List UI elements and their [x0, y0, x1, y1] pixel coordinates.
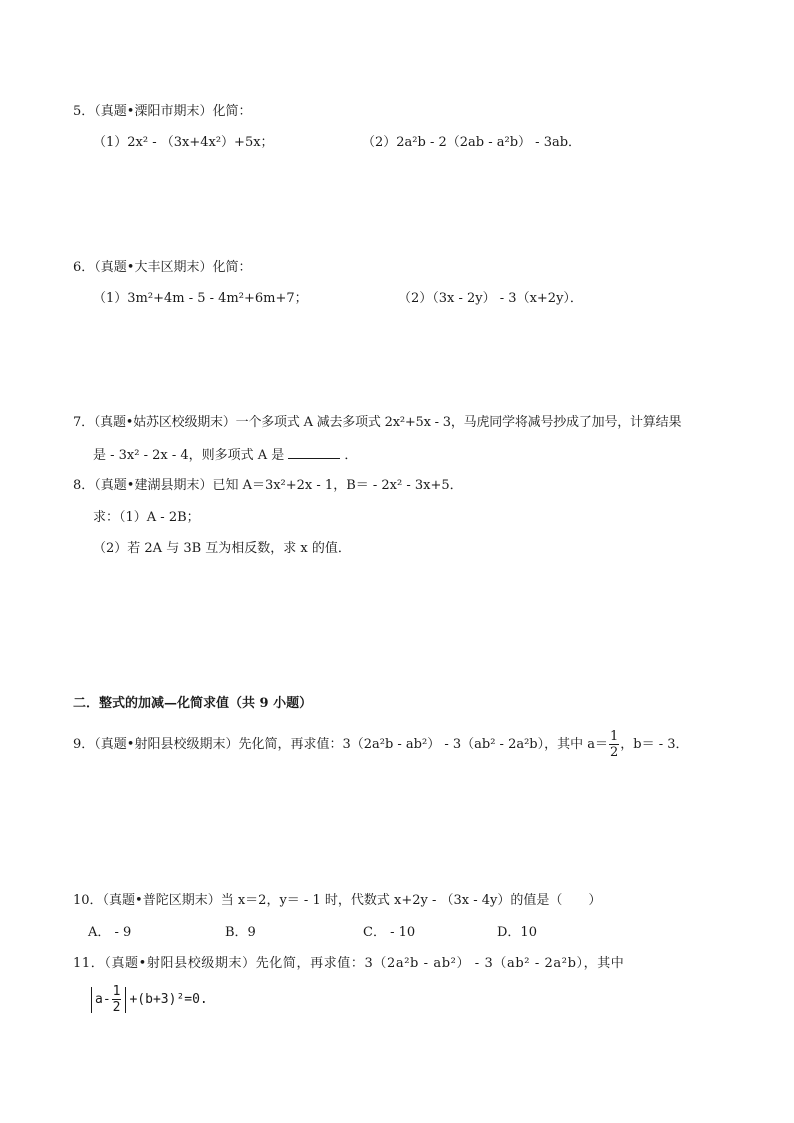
question-6-part-2: （2）（3x - 2y） - 3（x+2y）． [398, 291, 583, 306]
question-6-stem: 6．（真题•大丰区期末）化简： [73, 260, 252, 275]
question-11-condition [88, 983, 208, 1017]
condition-suffix: +(b+3)²=0. [129, 992, 208, 1007]
question-7-line-1: 7．（真题•姑苏区校级期末）一个多项式 A 减去多项式 2x²+5x - 3，马虎同学将减号抄成了加号，计算结果 [73, 415, 682, 430]
question-11-stem: 11．（真题•射阳县校级期末）先化简，再求值：3（2a²b - ab²） - 3（ab² - 2a²b），其中 [73, 956, 625, 971]
section-2-title: 二．整式的加减—化简求值（共 9 小题） [73, 696, 313, 711]
question-7-line-2-end: ． [344, 448, 358, 463]
answer-blank[interactable] [288, 445, 340, 459]
fraction-numerator: 1 [610, 729, 619, 744]
abs-bar-right [125, 987, 126, 1013]
question-10-stem: 10．（真题•普陀区期末）当 x＝2，y＝ - 1 时，代数式 x+2y - （3x - 4y）的值是（ ） [73, 893, 602, 908]
question-9 [73, 729, 689, 759]
question-10-option-a[interactable]: A． - 9 [88, 925, 132, 940]
question-8-stem: 8．（真题•建湖县期末）已知 A＝3x²+2x - 1，B＝ - 2x² - 3x+5． [73, 478, 463, 493]
question-9-text: 9．（真题•射阳县校级期末）先化简，再求值：3（2a²b - ab²） - 3（ab² - 2a²b），其中 a＝ [73, 737, 609, 752]
condition-prefix: a- [95, 992, 111, 1007]
question-9-tail: ，b＝ - 3． [620, 737, 689, 752]
question-6-part-1: （1）3m²+4m - 5 - 4m²+6m+7； [93, 291, 308, 306]
question-10-option-d[interactable]: D．10 [497, 925, 537, 940]
fraction-one-half [112, 984, 122, 1015]
fraction-numerator: 1 [112, 984, 121, 999]
fraction-denominator: 2 [610, 745, 619, 760]
question-8-part-2: （2）若 2A 与 3B 互为相反数，求 x 的值． [93, 541, 351, 556]
question-7-line-2 [93, 445, 357, 465]
fraction-one-half [609, 729, 619, 760]
question-5-part-1: （1）2x² - （3x+4x²）+5x； [93, 135, 274, 150]
question-5-stem: 5．（真题•溧阳市期末）化简： [73, 104, 252, 119]
abs-bar-left [91, 987, 92, 1013]
question-10-option-b[interactable]: B．9 [225, 925, 256, 940]
question-8-ask: 求：（1）A - 2B； [93, 510, 200, 525]
question-7-line-2-text: 是 - 3x² - 2x - 4，则多项式 A 是 [93, 448, 285, 463]
question-10-option-c[interactable]: C． - 10 [363, 925, 416, 940]
question-5-part-2: （2）2a²b - 2（2ab - a²b） - 3ab． [362, 135, 582, 150]
fraction-denominator: 2 [112, 1000, 121, 1015]
